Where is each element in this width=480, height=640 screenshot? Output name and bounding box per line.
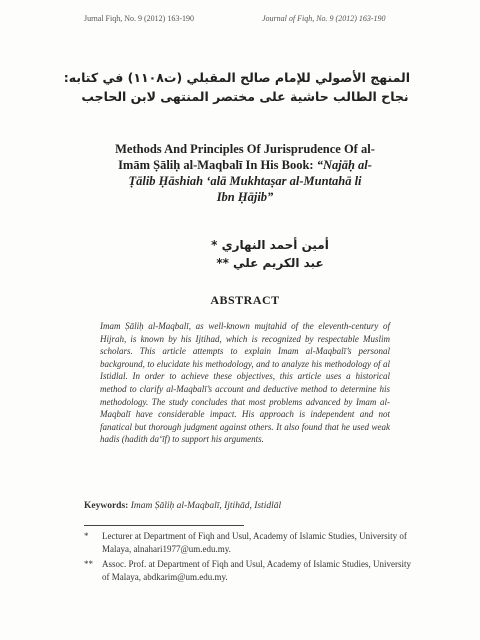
english-title-line-2: [82, 157, 408, 173]
english-title-line-2-italic: “Najāḥ al-: [316, 158, 372, 172]
footnote: [84, 558, 414, 583]
footnotes: [84, 530, 414, 586]
footnote-text: Lecturer at Department of Fiqh and Usul, Academy of Islamic Studies, University of Malaya, alnahari1977@um.edu.my.: [102, 531, 407, 554]
footnote: [84, 530, 414, 555]
keywords-label: Keywords:: [84, 501, 129, 511]
abstract-heading: ABSTRACT: [210, 293, 280, 307]
running-head: [0, 14, 480, 28]
running-head-english: Journal of Fiqh, No. 9 (2012) 163-190: [262, 14, 386, 23]
abstract-body: Imam Ṣāliḥ al-Maqbalī, as well-known mujtahid of the eleventh-century of Hijrah, is known by his Ijtihad, which is recognized by respectable Muslim scholars. This article attempts to explain Imam al-Maqbalī’s personal background, to elucidate his methodology, and to analyze his methodology of al Istidlal. In order to achieve these objectives, this article uses a historical method to clarify al-Maqbalī’s account and deductive method to determine his methodology. The study concludes that most problems advanced by Imam al-Maqbalī have considerable impact. His approach is independent and not fanatical but thorough judgment against others. It also found that he used weak hadis (hadith da‘īf) to support his arguments.: [100, 321, 390, 445]
footnote-mark: *: [84, 531, 89, 541]
english-title: [82, 141, 408, 205]
english-title-line-1: Methods And Principles Of Jurisprudence Of al-: [115, 142, 375, 156]
footnote-mark: **: [84, 559, 93, 570]
footnote-text: Assoc. Prof. at Department of Fiqh and Usul, Academy of Islamic Studies, University of Malaya, abdkarim@um.edu.my.: [102, 559, 411, 582]
keywords-values: Imam Ṣāliḥ al-Maqbalī, Ijtihād, Istidlāl: [130, 501, 282, 511]
authors: [150, 236, 390, 272]
author-1: أمين أحمد النهاري *: [211, 238, 329, 252]
arabic-title-line-2: نجاح الطالب حاشية على مختصر المنتهى لابن الحاجب: [81, 89, 409, 104]
author-2: عبد الكريم علي **: [216, 256, 324, 270]
keywords: [84, 501, 404, 511]
running-head-malay: Jurnal Fiqh, No. 9 (2012) 163-190: [84, 14, 194, 23]
english-title-line-3: Ṭālib Ḥāshiah ‘alā Mukhtaṣar al-Muntahā li: [128, 174, 362, 188]
arabic-title-line-1: المنهج الأصولي للإمام صالح المقبلي (ت١١٠٨) في كتابه:: [63, 70, 410, 85]
english-title-line-2-bold: Imām Ṣāliḥ al-Maqbalī In His Book:: [118, 158, 317, 172]
english-title-line-4: Ibn Ḥājib”: [216, 190, 274, 204]
footnote-divider: [84, 525, 244, 526]
arabic-title: [63, 68, 410, 106]
